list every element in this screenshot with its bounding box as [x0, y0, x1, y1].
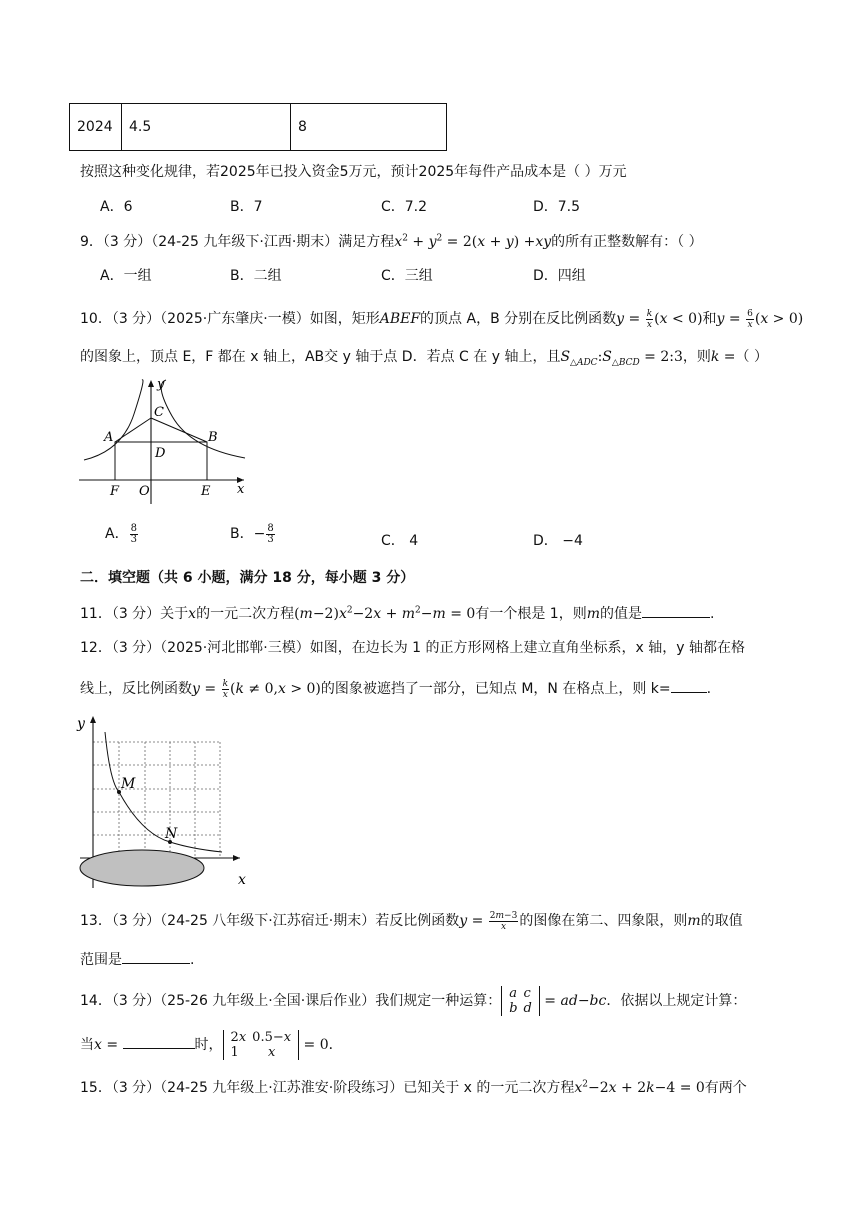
q9-option-a: A．一组: [100, 268, 152, 284]
q10-line2-end: ，则: [682, 349, 711, 365]
q13-prefix: 13．（3 分）（24-25 八年级下·江苏宿迁·期末）若反比例函数: [80, 913, 460, 929]
label-o: O: [139, 484, 150, 499]
q10-rect-name: ABEF: [379, 311, 421, 327]
q10-mid: 的顶点 A，B 分别在反比例函数: [420, 311, 617, 327]
q10-option-a: A． $\frac{8}{3}$: [105, 522, 137, 545]
data-table: [69, 103, 447, 151]
label-y: y: [157, 377, 165, 392]
q10-area-ratio: $S_{\triangle ADC}:S_{\triangle BCD}$ = 2:3: [560, 349, 683, 368]
q8-option-d: D．7.5: [533, 199, 581, 215]
q9-prefix: 9．（3 分）（24-25 九年级下·江西·期末）满足方程: [80, 234, 395, 250]
label-c: C: [154, 405, 164, 420]
q14-stem-line2: 当x = 时， 2x 0.5−x 1 x = 0．: [80, 1030, 343, 1060]
grid: [93, 742, 220, 858]
q10-option-a-prefix: A．: [105, 526, 129, 542]
q12-stem-line2: [80, 678, 711, 700]
label-e: E: [201, 484, 211, 499]
q15-equation: $x^2-2x + 2k-4 = 0$: [574, 1079, 705, 1096]
q10-stem-line1: [80, 308, 803, 330]
q14-line2-end: ．: [328, 1037, 343, 1053]
q14-answer-blank[interactable]: [123, 1034, 195, 1049]
q11-equation: $(m-2)x^2-2x + m^2-m = 0$: [294, 605, 476, 622]
q13-suffix2: 的取值: [700, 913, 743, 929]
q10-func1: y = $\frac{k}{x}$ (x < 0): [616, 308, 703, 330]
q14-line2-start: 当: [80, 1037, 94, 1053]
table-cell: 8: [291, 104, 447, 151]
q15-stem: [80, 1077, 747, 1097]
q13-end: .: [190, 952, 195, 968]
q14-determinant: 2x 0.5−x 1 x: [223, 1030, 300, 1060]
q10-func2: y = $\frac{6}{x}$ (x > 0): [716, 308, 804, 330]
q12-end: .: [706, 681, 712, 697]
q10-stem-line2: [80, 346, 768, 368]
hyperbola-left: [84, 380, 143, 460]
label-m: M: [121, 776, 136, 792]
q15-suffix: 有两个: [704, 1080, 747, 1096]
y-axis-arrow: [148, 380, 154, 387]
q8-option-b: B．7: [230, 199, 263, 215]
q11-end: .: [709, 606, 715, 622]
label-a: A: [104, 430, 114, 445]
q10-paren: （ ）: [735, 349, 768, 365]
q10-option-c: C． 4: [381, 533, 419, 549]
q11-stem: 11．（3 分）关于x的一元二次方程$(m-2)x^2-2x + m^2-m = 0$有一个根是 1，则m的值是 .: [80, 603, 714, 623]
q11-suffix1: 有一个根是 1，则: [475, 606, 587, 622]
q13-stem-line1: 13．（3 分）（24-25 八年级下·江苏宿迁·期末）若反比例函数y = $\frac{2m-3}{x}$ 的图像在第二、四象限，则m的取值: [80, 910, 743, 932]
q9-option-c: C．三组: [381, 268, 433, 284]
table-row: [70, 104, 447, 151]
q11-prefix: 11．（3 分）关于: [80, 606, 189, 622]
q10-prefix: 10．（3 分）（2025·广东肇庆·一模）如图，矩形: [80, 311, 380, 327]
q14-prefix: 14．（3 分）（25-26 九年级上·全国·课后作业）我们规定一种运算：: [80, 993, 502, 1009]
q10-option-b-prefix: B．−: [230, 526, 266, 542]
q12-function: y = $\frac{k}{x}$ (k ≠ 0,x > 0): [192, 678, 321, 700]
q10-figure: [72, 376, 258, 506]
q13-answer-blank[interactable]: [122, 949, 190, 964]
q11-mid: 的一元二次方程: [196, 606, 295, 622]
q13-line2: 范围是: [80, 952, 122, 968]
q14-determinant-def: a c b d: [501, 986, 540, 1016]
cover-ellipse: [80, 850, 204, 886]
q11-answer-blank[interactable]: [642, 603, 710, 618]
label-x: x: [237, 482, 245, 497]
q9-option-b: B．二组: [230, 268, 282, 284]
q10-and: 和: [702, 311, 717, 327]
q12-figure: [72, 712, 252, 892]
hyperbola: [105, 732, 222, 852]
label-b: B: [208, 430, 218, 445]
q12-line2-start: 线上，反比例函数: [80, 681, 192, 697]
q14-line2-mid: 时，: [194, 1037, 223, 1053]
table-cell: 2024: [70, 104, 122, 151]
q8-option-c: C．7.2: [381, 199, 428, 215]
q11-suffix2: 的值是: [599, 606, 642, 622]
q13-function: y = $\frac{2m-3}{x}$: [459, 910, 518, 932]
segment-ac: [115, 418, 151, 442]
q8-stem: 按照这种变化规律，若2025年已投入资金5万元，预计2025年每件产品成本是（ ）万元: [80, 164, 627, 180]
q10-option-b: B．− $\frac{8}{3}$: [230, 522, 274, 545]
q13-suffix: 的图像在第二、四象限，则: [519, 913, 688, 929]
x-axis-arrow: [233, 855, 240, 861]
q10-k: k =: [710, 349, 736, 365]
q14-suffix: ．依据以上规定计算：: [606, 993, 747, 1009]
label-f: F: [110, 484, 120, 499]
q13-stem-line2: [80, 949, 194, 969]
q9-equation: $x^2 + y^2 = 2(x + y) +xy$: [394, 233, 552, 250]
segment-bc: [151, 418, 207, 442]
q12-stem-line1: 12．（3 分）（2025·河北邯郸·三模）如图，在边长为 1 的正方形网格上建立直角坐标系，x 轴，y 轴都在格: [80, 640, 745, 656]
q10-line2-start: 的图象上，顶点 E，F 都在 x 轴上，AB交 y 轴于点 D．若点 C 在 y 轴上，且: [80, 349, 561, 365]
q9-stem: [80, 231, 703, 251]
table-cell: 4.5: [122, 104, 291, 151]
q12-answer-blank[interactable]: [671, 678, 707, 693]
label-y: y: [77, 716, 85, 732]
hyperbola-right: [161, 380, 245, 458]
q12-line2-end: 的图象被遮挡了一部分，已知点 M，N 在格点上，则 k=: [320, 681, 671, 697]
y-axis-arrow: [90, 716, 96, 723]
q10-option-d: D． −4: [533, 533, 583, 549]
q14-stem-line1: 14．（3 分）（25-26 九年级上·全国·课后作业）我们规定一种运算： a c b d = ad−bc．依据以上规定计算：: [80, 986, 747, 1016]
q9-option-d: D．四组: [533, 268, 586, 284]
q15-prefix: 15．（3 分）（24-25 九年级上·江苏淮安·阶段练习）已知关于 x 的一元二次方程: [80, 1080, 575, 1096]
label-x: x: [238, 872, 246, 888]
q9-suffix: 的所有正整数解有：（ ）: [551, 234, 703, 250]
section-heading: 二．填空题（共 6 小题，满分 18 分，每小题 3 分）: [80, 570, 415, 586]
q8-option-a: A．6: [100, 199, 133, 215]
label-n: N: [165, 826, 178, 842]
label-d: D: [155, 446, 166, 461]
